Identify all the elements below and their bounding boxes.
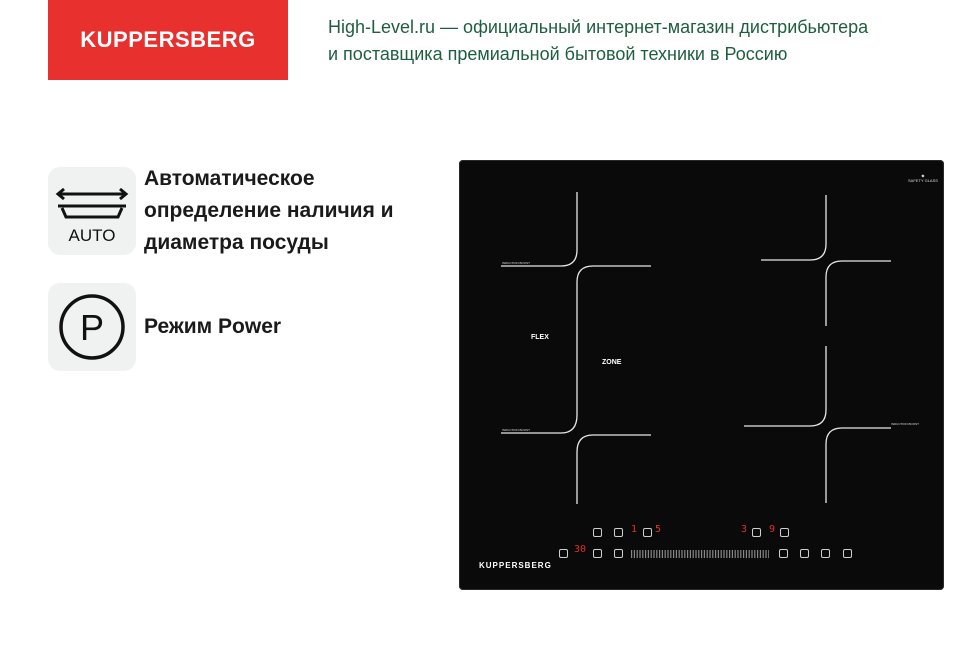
feature-auto-text: Автоматическое определение наличия и диаметра посуды — [144, 167, 394, 254]
hob-brand-label: KUPPERSBERG — [479, 561, 552, 570]
timer-button[interactable] — [614, 549, 623, 558]
flex-label: FLEX — [531, 334, 549, 341]
zone-select-button[interactable] — [752, 528, 761, 537]
induction-boost-label-left-top: INDUCTION BOOST — [502, 261, 531, 265]
induction-boost-label-left-bottom: INDUCTION BOOST — [502, 428, 531, 432]
induction-hob-image — [459, 160, 944, 590]
hob-zone-markings — [459, 160, 944, 590]
on-off-button[interactable] — [843, 549, 852, 558]
pause-button[interactable] — [800, 549, 809, 558]
power-boost-button[interactable] — [779, 549, 788, 558]
safety-glass-badge: ◆ SAFETY GLASS — [908, 173, 938, 183]
tagline-line-2: и поставщика премиальной бытовой техники в Россию — [328, 44, 788, 64]
zone-label: ZONE — [602, 359, 622, 366]
zone-select-button[interactable] — [643, 528, 652, 537]
svg-text:P: P — [79, 307, 105, 348]
power-mode-icon — [48, 283, 136, 371]
feature-power-text: Режим Power — [144, 315, 282, 338]
zone-select-button[interactable] — [593, 528, 602, 537]
tagline-line-1: High-Level.ru — официальный интернет-магазин дистрибьютера — [328, 17, 869, 37]
display-3: 3 — [741, 524, 748, 535]
brand-logo-text: KUPPERSBERG — [80, 27, 256, 52]
induction-boost-label-right: INDUCTION BOOST — [891, 422, 920, 426]
display-2: 5 — [655, 524, 662, 535]
timer-display: 30 — [574, 544, 587, 555]
minus-button[interactable] — [559, 549, 568, 558]
display-4: 9 — [769, 524, 776, 535]
lock-button[interactable] — [821, 549, 830, 558]
svg-text:AUTO: AUTO — [68, 226, 116, 245]
display-1: 1 — [631, 524, 638, 535]
zone-select-button[interactable] — [780, 528, 789, 537]
zone-select-button[interactable] — [614, 528, 623, 537]
auto-pan-detect-icon — [48, 167, 136, 255]
plus-button[interactable] — [593, 549, 602, 558]
brand-logo[interactable] — [48, 0, 288, 80]
header-tagline — [328, 14, 948, 68]
